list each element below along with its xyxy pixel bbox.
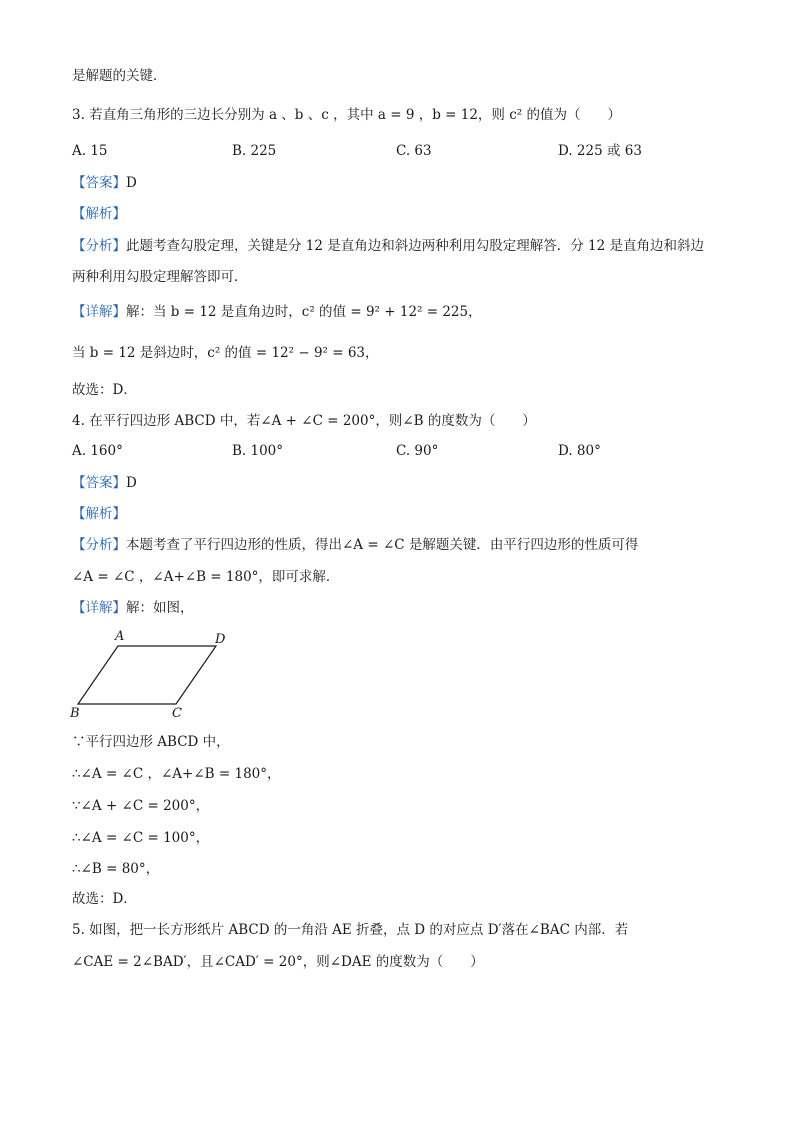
vertex-label-b: B: [70, 706, 80, 721]
q3-analysis-line: 【分析】此题考查勾股定理，关键是分 12 是直角边和斜边两种利用勾股定理解答．分 12 是直角边和斜边: [72, 238, 705, 254]
q4-option-d: D. 80°: [558, 443, 601, 459]
question-3: 3. 若直角三角形的三边长分别为 a 、b 、c ，其中 a = 9 ，b = 12，则 c² 的值为（ ）: [72, 107, 621, 123]
q3-analysis-line: 两种利用勾股定理解答即可．: [72, 269, 248, 285]
q4-option-a: A. 160°: [72, 443, 123, 459]
q3-detail-line: 【详解】解：当 b = 12 是直角边时，c² 的值 = 9² + 12² = 225，: [72, 304, 482, 320]
proof-step: ∴∠A = ∠C ，∠A+∠B = 180°，: [72, 766, 281, 782]
q4-option-c: C. 90°: [396, 443, 439, 459]
q4-answer: 【答案】D: [72, 475, 137, 491]
question-5: 5. 如图，把一长方形纸片 ABCD 的一角沿 AE 折叠，点 D 的对应点 D′落在∠BAC 内部．若: [72, 922, 629, 938]
q3-option-b: B. 225: [232, 143, 277, 159]
vertex-label-d: D: [215, 632, 226, 647]
q4-detail-line: 【详解】解：如图，: [72, 600, 194, 616]
q3-option-d: D. 225 或 63: [558, 143, 642, 159]
question-5: ∠CAE = 2∠BAD′，且∠CAD′ = 20°，则∠DAE 的度数为（ ）: [72, 954, 484, 970]
q4-analysis-line: 【分析】本题考查了平行四边形的性质，得出∠A = ∠C 是解题关键．由平行四边形的性质可得: [72, 537, 639, 553]
question-4: 4. 在平行四边形 ABCD 中，若∠A + ∠C = 200°，则∠B 的度数为（ ）: [72, 413, 536, 429]
q3-analysis-heading: 【解析】: [72, 206, 126, 222]
text-line: 是解题的关键．: [72, 68, 167, 84]
q3-detail-line: 当 b = 12 是斜边时，c² 的值 = 12² − 9² = 63，: [72, 345, 379, 361]
q4-analysis-line: ∠A = ∠C ，∠A+∠B = 180°，即可求解．: [72, 569, 340, 585]
q3-option-c: C. 63: [396, 143, 432, 159]
proof-step: ∵∠A + ∠C = 200°，: [72, 798, 210, 814]
vertex-label-a: A: [115, 629, 125, 644]
proof-step: ∴∠B = 80°，: [72, 861, 160, 877]
parallelogram-shape: [78, 646, 216, 704]
q3-answer: 【答案】D: [72, 175, 137, 191]
q3-option-a: A. 15: [72, 143, 108, 159]
vertex-label-c: C: [172, 706, 182, 721]
parallelogram-figure: [66, 626, 236, 722]
q4-conclusion: 故选：D．: [72, 891, 137, 907]
proof-step: ∵平行四边形 ABCD 中，: [72, 734, 230, 750]
q4-analysis-heading: 【解析】: [72, 506, 126, 522]
q3-conclusion: 故选：D．: [72, 382, 137, 398]
proof-step: ∴∠A = ∠C = 100°，: [72, 830, 210, 846]
q4-option-b: B. 100°: [232, 443, 284, 459]
